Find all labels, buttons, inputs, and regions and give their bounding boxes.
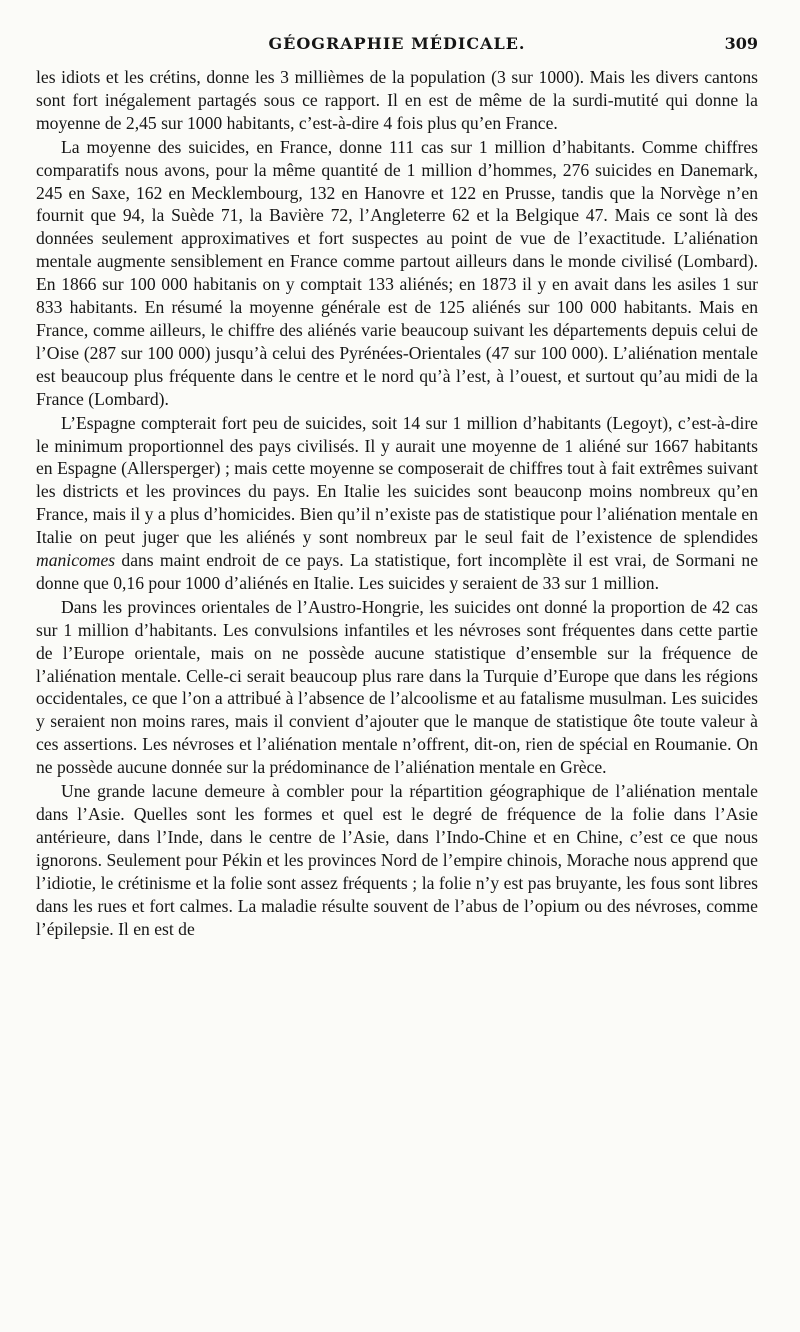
paragraph-4: Dans les provinces orientales de l’Austro-Hongrie, les suicides ont donné la proportion de 42 cas sur 1 million d’habitants. Les convulsions infantiles et les névroses sont fréquentes dans cette partie de l’Europe orientale, mais on ne possède aucune statistique d’ensemble sur la fréquence de l’aliénation mentale. Celle-ci serait beaucoup plus rare dans la Turquie d’Europe que dans les régions occidentales, ce que l’on a attribué à l’absence de l’alcoolisme et au fatalisme musulman. Les suicides y seraient non moins rares, mais il convient d’ajouter que le manque de statistique ôte toute valeur à ces assertions. Les névroses et l’aliénation mentale n’offrent, dit-on, rien de spécial en Roumanie. On ne possède aucune donnée sur la prédominance de l’aliénation mentale en Grèce. (36, 596, 758, 778)
page-number: 309 (724, 34, 758, 53)
paragraph-3-text-before: L’Espagne compterait fort peu de suicides, soit 14 sur 1 million d’habitants (Legoyt), c’est-à-dire le minimum proportionnel des pays civilisés. Il y aurait une moyenne de 1 aliéné sur 1667 habitants en Espagne (Allersperger) ; mais cette moyenne se composerait de chiffres tout à fait extrêmes suivant les districts et les provinces du pays. En Italie les suicides sont beauconp moins nombreux qu’en France, mais il y a plus d’homicides. Bien qu’il n’existe pas de statistique pour l’aliénation mentale en Italie on peut juger que les aliénés y sont nombreux par le seul fait de l’existence de splendides (36, 412, 758, 548)
running-title: GÉOGRAPHIE MÉDICALE. (268, 34, 526, 53)
paragraph-5: Une grande lacune demeure à combler pour la répartition géographique de l’aliénation mentale dans l’Asie. Quelles sont les formes et quel est le degré de fréquence de la folie dans l’Asie antérieure, dans l’Inde, dans le centre de l’Asie, dans l’Indo-Chine et en Chine, c’est ce que nous ignorons. Seulement pour Pékin et les provinces Nord de l’empire chinois, Morache nous apprend que l’idiotie, le crétinisme et la folie sont assez fréquents ; la folie n’y est pas bruyante, les fous sont libres dans les rues et fort calmes. La maladie résulte souvent de l’abus de l’opium ou des névroses, comme l’épilepsie. Il en est de (36, 781, 758, 939)
paragraph-1: les idiots et les crétins, donne les 3 millièmes de la population (3 sur 1000). Mais les divers cantons sont fort inégalement partagés sous ce rapport. Il en est de même de la surdi-mutité qui donne la moyenne de 2,45 sur 1000 habitants, c’est-à-dire 4 fois plus qu’en France. (36, 67, 758, 133)
page-header (36, 26, 758, 66)
paragraph-2: La moyenne des suicides, en France, donne 111 cas sur 1 million d’habitants. Comme chiffres comparatifs nous avons, pour la même quantité de 1 million d’hommes, 276 suicides en Danemark, 245 en Saxe, 162 en Mecklembourg, 132 en Hanovre et 122 en Prusse, tandis que la Norvège n’en fournit que 94, la Suède 71, la Bavière 72, l’Angleterre 62 et la Belgique 47. Mais ce sont là des données seulement approximatives et fort suspectes au point de vue de l’exactitude. L’aliénation mentale augmente sensiblement en France comme partout ailleurs dans le monde civilisé (Lombard). En 1866 sur 100 000 habitanis on y comptait 133 aliénés; en 1873 il y en avait dans les asiles 1 sur 833 habitants. En résumé la moyenne générale est de 125 aliénés sur 100 000 habitants. Mais en France, comme ailleurs, le chiffre des aliénés varie beaucoup suivant les départements depuis celui de l’Oise (287 sur 100 000) jusqu’à celui des Pyrénées-Orientales (47 sur 100 000). L’aliénation mentale est beaucoup plus fréquente dans le centre et le nord qu’à l’est, à l’ouest, et surtout qu’au midi de la France (Lombard). (36, 136, 758, 409)
italic-term-manicomes: manicomes (36, 550, 116, 571)
book-page (36, 26, 758, 1316)
paragraph-3-text-after: dans maint endroit de ce pays. La statistique, fort incomplète il est vrai, de Sormani ne donne que 0,16 pour 1000 d’aliénés en Italie. Les suicides y seraient de 33 sur 1 million. (36, 550, 758, 593)
paragraph-3 (36, 412, 758, 595)
body-text (36, 66, 758, 940)
